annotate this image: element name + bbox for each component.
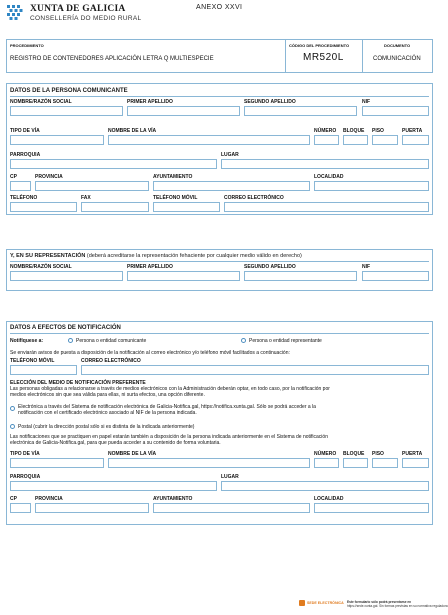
label-notif-movil: TELÉFONO MÓVIL <box>10 358 55 364</box>
sede-badge <box>299 600 344 606</box>
opt-postal: Postal (cubrir la dirección postal sólo si es distinta de la indicada anteriormente) <box>18 424 195 430</box>
notif-localidad-field[interactable] <box>314 503 429 513</box>
label-notif-nombre-via: NOMBRE DE LA VÍA <box>108 451 157 457</box>
piso-field[interactable] <box>372 135 398 145</box>
notif-nombre-via-field[interactable] <box>108 458 310 468</box>
sede-icon <box>299 600 305 606</box>
label-cp: CP <box>10 174 17 180</box>
label-primer-apellido: PRIMER APELLIDO <box>127 99 173 105</box>
label-notif-puerta: PUERTA <box>402 451 423 457</box>
label-correo: CORREO ELECTRÓNICO <box>224 195 284 201</box>
nif-field[interactable] <box>362 106 429 116</box>
cp-field[interactable] <box>10 181 31 191</box>
label-notif-lugar: LUGAR <box>221 474 239 480</box>
ayuntamiento-field[interactable] <box>153 181 310 191</box>
opt-electronica-2: notificación con el certificado electrónico asociado al NIF de la persona indicada. <box>18 410 197 416</box>
notif-numero-field[interactable] <box>314 458 339 468</box>
label-notif-numero: NÚMERO <box>314 451 337 457</box>
puerta-field[interactable] <box>402 135 429 145</box>
org-subtitle: CONSELLERÍA DO MEDIO RURAL <box>30 15 142 22</box>
section-representacion-title <box>10 253 302 259</box>
label-bloque: BLOQUE <box>343 128 365 134</box>
rep-nombre-field[interactable] <box>10 271 123 281</box>
notif-correo-field[interactable] <box>81 365 429 375</box>
rep-segundo-apellido-field[interactable] <box>244 271 357 281</box>
segundo-apellido-field[interactable] <box>244 106 357 116</box>
eleccion-text-1: Las personas obligadas a relacionarse a través de medios electrónicos con la Administración deberán optar, en todo caso, por la notificación por <box>10 386 330 392</box>
notif-provincia-field[interactable] <box>35 503 149 513</box>
label-notif-cp: CP <box>10 496 17 502</box>
label-notif-parroquia: PARROQUIA <box>10 474 41 480</box>
parroquia-field[interactable] <box>10 159 217 169</box>
papel-text-1: Las notificaciones que se practiquen en papel estarán también a disposición de la persona indicada anteriormente en el Sistema de notificación <box>10 434 328 440</box>
label-numero: NÚMERO <box>314 128 337 134</box>
org-name: XUNTA DE GALICIA <box>30 4 126 14</box>
label-provincia: PROVINCIA <box>35 174 63 180</box>
procedure-label: PROCEDIMIENTO <box>10 43 44 48</box>
telefono-movil-field[interactable] <box>153 202 220 212</box>
radio-representante-label: Persona o entidad representante <box>249 338 322 344</box>
procedure-name: REGISTRO DE CONTENEDORES APLICACIÓN LETRA Q MULTIESPECIE <box>10 56 214 62</box>
notif-piso-field[interactable] <box>372 458 398 468</box>
lugar-field[interactable] <box>221 159 429 169</box>
notif-lugar-field[interactable] <box>221 481 429 491</box>
numero-field[interactable] <box>314 135 339 145</box>
notif-bloque-field[interactable] <box>343 458 368 468</box>
bloque-field[interactable] <box>343 135 368 145</box>
label-notif-localidad: LOCALIDAD <box>314 496 344 502</box>
annex-title: ANEXO XXVI <box>196 4 243 11</box>
radio-comunicante[interactable] <box>68 338 73 343</box>
radio-postal[interactable] <box>10 424 15 429</box>
xunta-shield-icon <box>6 4 26 22</box>
telefono-field[interactable] <box>10 202 77 212</box>
label-nombre-via: NOMBRE DE LA VÍA <box>108 128 157 134</box>
label-rep-segundo-apellido: SEGUNDO APELLIDO <box>244 264 296 270</box>
representacion-title-note: (deberá acreditarse la representación fehaciente por cualquier medio válido en derecho) <box>85 253 302 259</box>
label-rep-nif: NIF <box>362 264 371 270</box>
notif-ayuntamiento-field[interactable] <box>153 503 310 513</box>
localidad-field[interactable] <box>314 181 429 191</box>
correo-field[interactable] <box>224 202 429 212</box>
rep-nif-field[interactable] <box>362 271 429 281</box>
label-nombre: NOMBRE/RAZÓN SOCIAL <box>10 99 72 105</box>
notif-movil-field[interactable] <box>10 365 77 375</box>
label-notif-provincia: PROVINCIA <box>35 496 63 502</box>
eleccion-text-2: medios electrónicos sin que sea válida para ellas, ni surta efectos, una opción diferente. <box>10 392 205 398</box>
sede-label: SEDE ELECTRÓNICA <box>307 601 344 605</box>
fax-field[interactable] <box>81 202 149 212</box>
label-telefono: TELÉFONO <box>10 195 38 201</box>
tipo-via-field[interactable] <box>10 135 104 145</box>
notif-puerta-field[interactable] <box>402 458 429 468</box>
radio-comunicante-label: Persona o entidad comunicante <box>76 338 147 344</box>
notifiquese-label: Notifíquese a: <box>10 338 44 344</box>
radio-representante[interactable] <box>241 338 246 343</box>
section-notificacion-title: DATOS A EFECTOS DE NOTIFICACIÓN <box>10 325 121 331</box>
opt-electronica-1: Electrónica a través del Sistema de notificación electrónica de Galicia-Notifica.gal, https://notifica.xunta.gal. Sólo se podrá acceder a la <box>18 404 316 410</box>
footer-line-2: https://sede.xunta.gal. Sin formas previstas en su normativa reguladora <box>347 604 448 608</box>
label-ayuntamiento: AYUNTAMIENTO <box>153 174 193 180</box>
procedure-code-label: CÓDIGO DEL PROCEDIMIENTO <box>289 43 350 48</box>
notif-tipo-via-field[interactable] <box>10 458 104 468</box>
label-localidad: LOCALIDAD <box>314 174 344 180</box>
notif-cp-field[interactable] <box>10 503 31 513</box>
label-segundo-apellido: SEGUNDO APELLIDO <box>244 99 296 105</box>
radio-electronica[interactable] <box>10 406 15 411</box>
document-type: COMUNICACIÓN <box>373 56 421 62</box>
procedure-code: MR520L <box>303 52 344 63</box>
label-telefono-movil: TELÉFONO MÓVIL <box>153 195 198 201</box>
label-lugar: LUGAR <box>221 152 239 158</box>
label-puerta: PUERTA <box>402 128 423 134</box>
logo <box>6 4 146 26</box>
primer-apellido-field[interactable] <box>127 106 240 116</box>
eleccion-title: ELECCIÓN DEL MEDIO DE NOTIFICACIÓN PREFERENTE <box>10 380 146 386</box>
label-tipo-via: TIPO DE VÍA <box>10 128 40 134</box>
label-nif: NIF <box>362 99 371 105</box>
representacion-title-main: Y, EN SU REPRESENTACIÓN <box>10 253 86 259</box>
label-notif-piso: PISO <box>372 451 384 457</box>
papel-text-2: electrónica de Galicia-Notifica.gal, para que pueda acceder a su contenido de forma voluntaria. <box>10 440 221 446</box>
footer-line-1: Este formulario sólo podrá presentarse en <box>347 600 412 604</box>
section-comunicante-title: DATOS DE LA PERSONA COMUNICANTE <box>10 88 128 94</box>
label-parroquia: PARROQUIA <box>10 152 41 158</box>
label-fax: FAX <box>81 195 91 201</box>
label-notif-tipo-via: TIPO DE VÍA <box>10 451 40 457</box>
label-rep-nombre: NOMBRE/RAZÓN SOCIAL <box>10 264 72 270</box>
rep-primer-apellido-field[interactable] <box>127 271 240 281</box>
label-notif-bloque: BLOQUE <box>343 451 365 457</box>
document-label: DOCUMENTO <box>384 43 411 48</box>
label-notif-correo: CORREO ELECTRÓNICO <box>81 358 141 364</box>
label-notif-ayuntamiento: AYUNTAMIENTO <box>153 496 193 502</box>
label-piso: PISO <box>372 128 384 134</box>
notif-parroquia-field[interactable] <box>10 481 217 491</box>
nombre-via-field[interactable] <box>108 135 310 145</box>
label-rep-primer-apellido: PRIMER APELLIDO <box>127 264 173 270</box>
provincia-field[interactable] <box>35 181 149 191</box>
nombre-field[interactable] <box>10 106 123 116</box>
avisos-text: Se enviarán avisos de puesta a disposición de la notificación al correo electrónico y/o teléfono móvil facilitados a continuación: <box>10 350 290 356</box>
